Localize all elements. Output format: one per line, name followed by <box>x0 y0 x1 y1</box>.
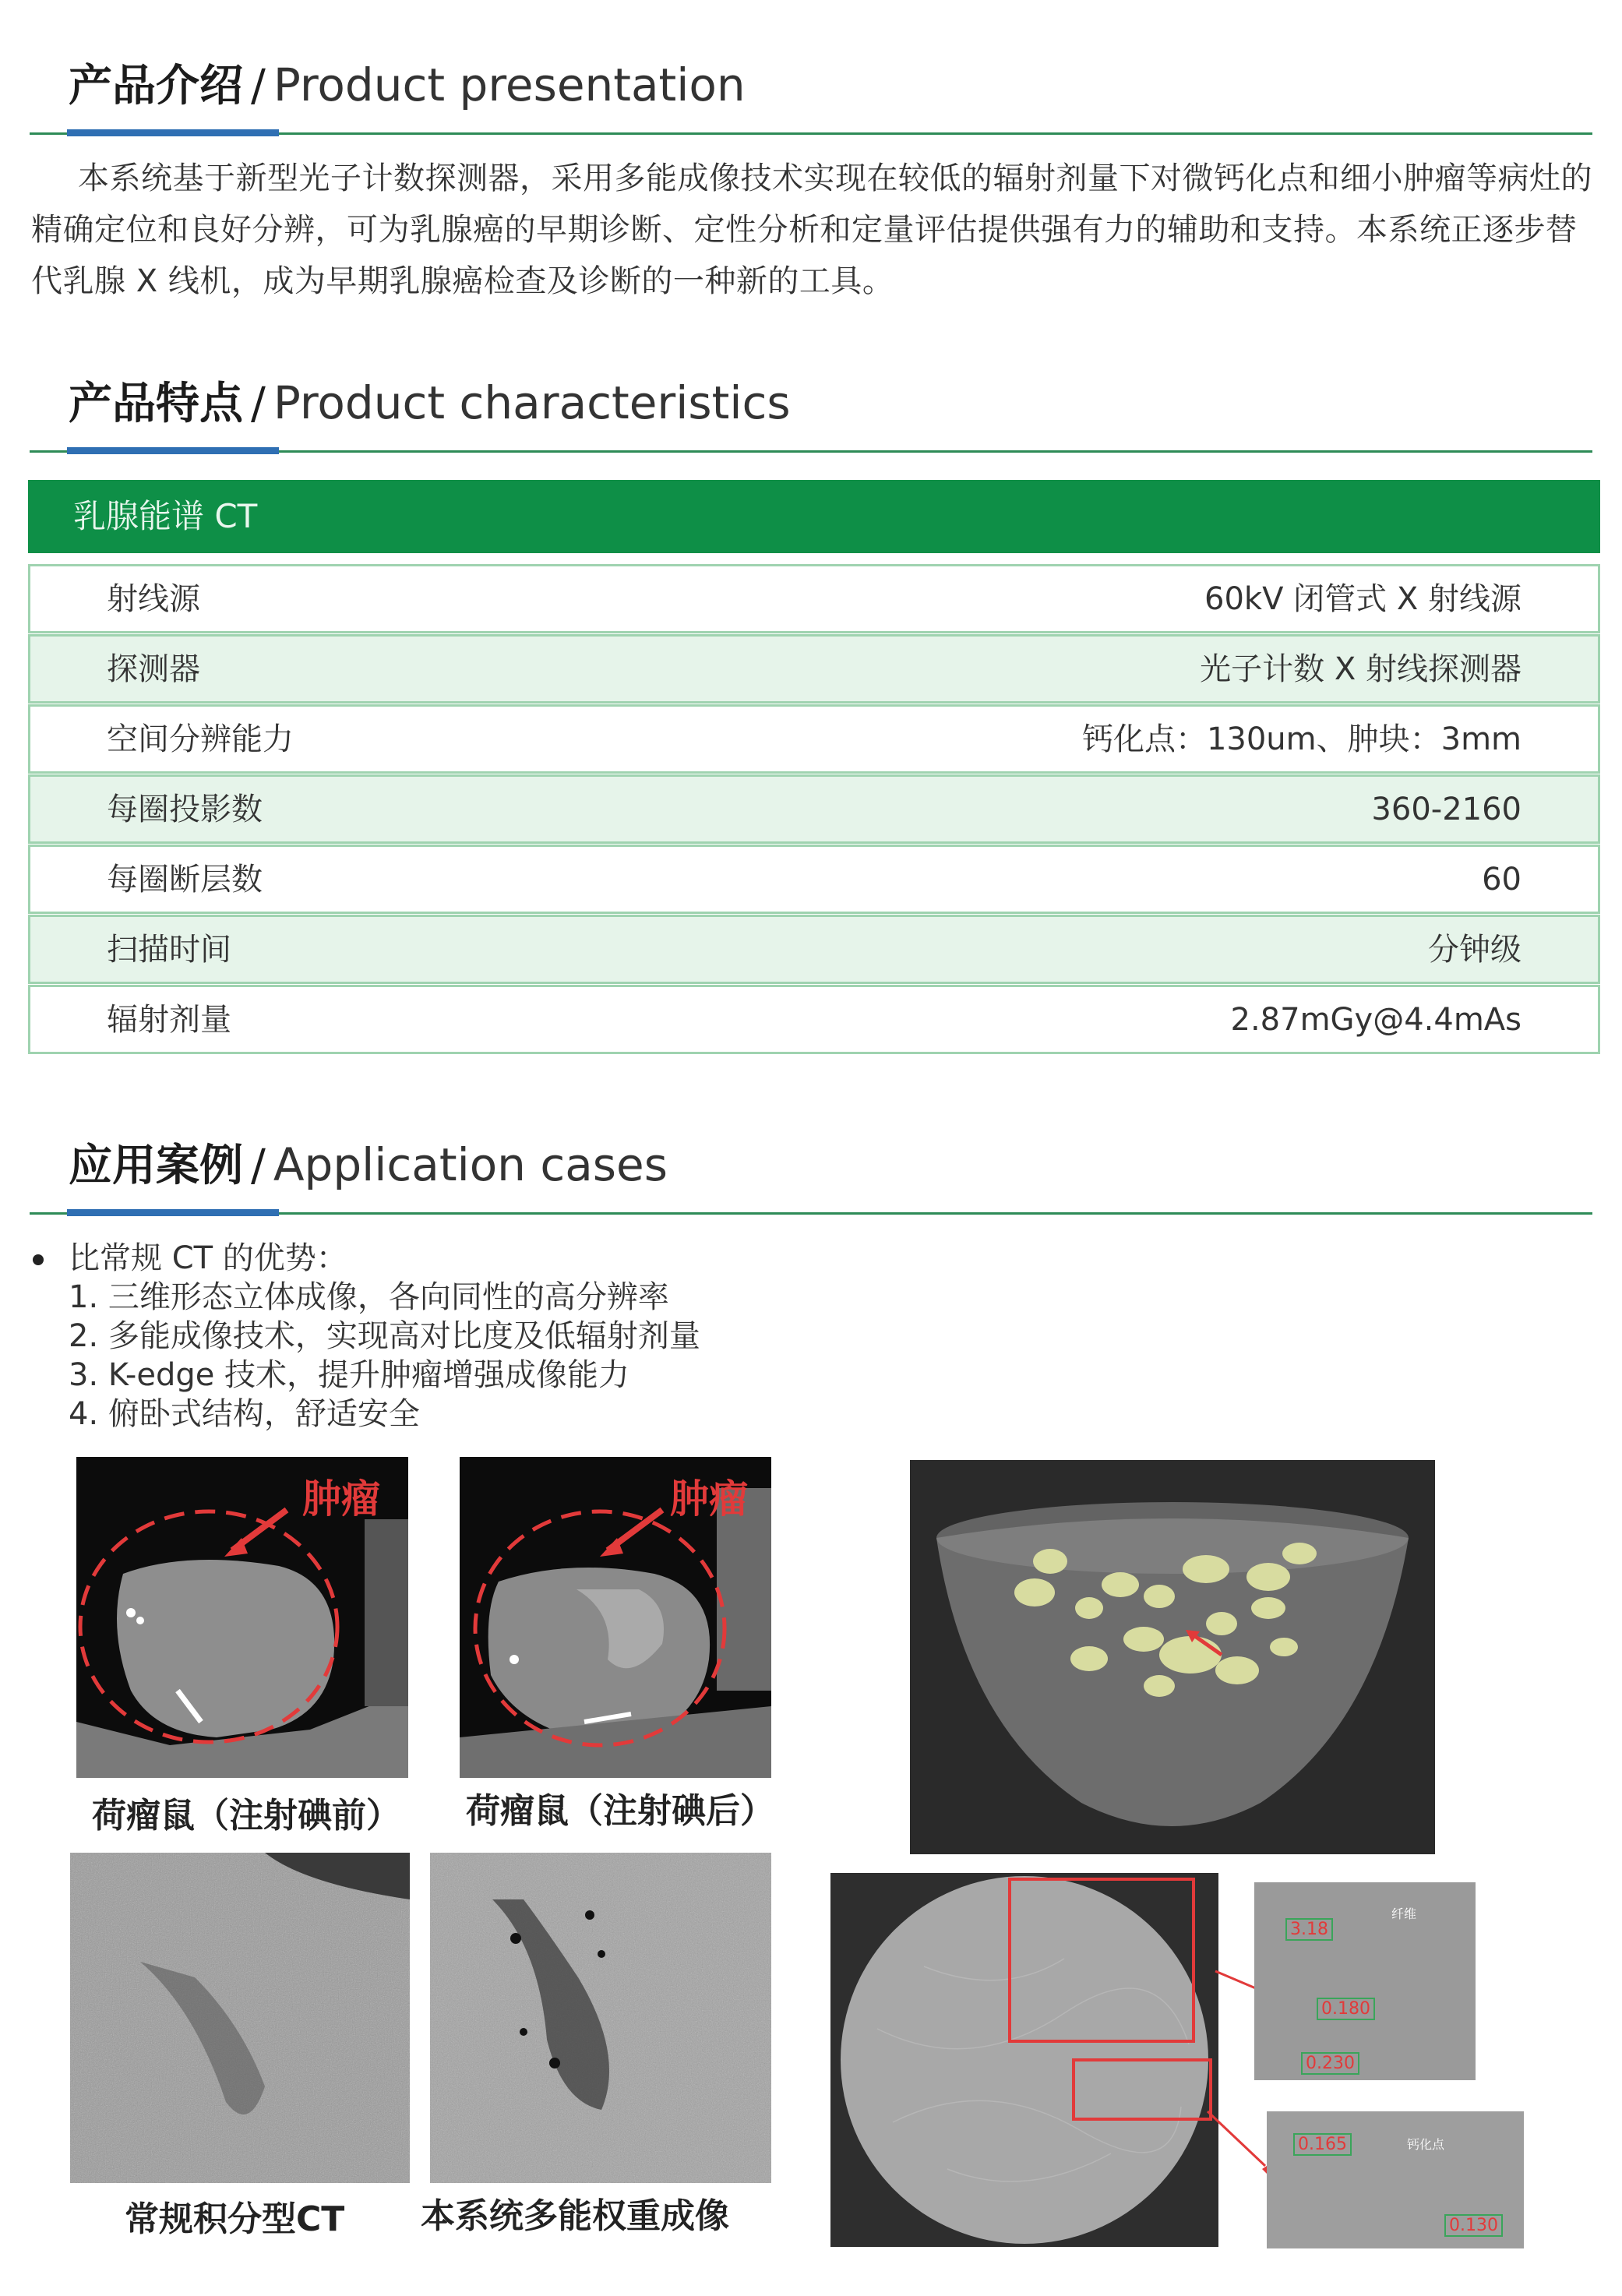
spec-row <box>28 915 1600 984</box>
section-title-cn: 应用案例 <box>69 1141 243 1191</box>
spec-value: 光子计数 X 射线探测器 <box>1200 651 1522 687</box>
divider-accent <box>67 1209 279 1216</box>
spec-key: 辐射剂量 <box>107 1002 231 1038</box>
tumor-label: 肿瘤 <box>670 1476 748 1522</box>
measurement-label: 0.230 <box>1301 2052 1359 2075</box>
spec-key: 每圈断层数 <box>107 862 263 898</box>
zoom-panel-calcification <box>1267 2111 1524 2248</box>
cross-section-render <box>830 1873 1218 2247</box>
zoom-panel-fiber <box>1254 1882 1476 2080</box>
advantage-item: 1. 三维形态立体成像，各向同性的高分辨率 <box>69 1279 669 1315</box>
section-header-intro <box>30 48 1592 142</box>
advantages-list <box>31 1239 700 1434</box>
ct-image-before-iodine <box>76 1457 408 1778</box>
spec-key: 探测器 <box>107 651 200 687</box>
breast-phantom-3d-image <box>910 1460 1435 1854</box>
zoom-tag: 钙化点 <box>1407 2137 1445 2152</box>
section-title-slash: / <box>251 1141 266 1191</box>
advantages-title: 比常规 CT 的优势： <box>69 1240 347 1276</box>
spec-row <box>28 985 1600 1054</box>
caption-before: 荷瘤鼠（注射碘前） <box>92 1796 400 1836</box>
divider-accent <box>67 447 279 454</box>
caption-system: 本系统多能权重成像 <box>421 2196 729 2236</box>
spec-row <box>28 704 1600 774</box>
spec-table <box>28 480 1600 1054</box>
tumor-label: 肿瘤 <box>302 1476 380 1522</box>
phantom-cross-section-image <box>830 1873 1218 2247</box>
zoom-tag: 纤维 <box>1391 1906 1417 1921</box>
intro-paragraph <box>31 153 1597 307</box>
spec-table-header: 乳腺能谱 CT <box>28 480 1600 553</box>
section-title-slash: / <box>251 61 266 111</box>
section-title-slash: / <box>251 379 266 429</box>
bullet-dot-icon <box>33 1254 44 1265</box>
spec-value: 分钟级 <box>1428 932 1522 968</box>
spec-value: 60kV 闭管式 X 射线源 <box>1204 581 1522 617</box>
intro-text: 本系统基于新型光子计数探测器，采用多能成像技术实现在较低的辐射剂量下对微钙化点和细小肿瘤等病灶的精确定位和良好分辨，可为乳腺癌的早期诊断、定性分析和定量评估提供强有力的辅助和支持。本系统正逐步替代乳腺 X 线机，成为早期乳腺癌检查及诊断的一种新的工具。 <box>31 160 1592 299</box>
spec-value: 360-2160 <box>1371 792 1522 827</box>
noise-texture <box>70 1853 410 2183</box>
spec-value: 钙化点：130um、肿块：3mm <box>1081 721 1522 757</box>
spec-value: 60 <box>1482 862 1522 898</box>
spec-key: 射线源 <box>107 581 200 617</box>
spec-row <box>28 774 1600 844</box>
noise-texture <box>430 1853 771 2183</box>
section-header-cases <box>30 1128 1592 1222</box>
advantage-item: 3. K-edge 技术，提升肿瘤增强成像能力 <box>69 1357 630 1393</box>
section-title-en: Product characteristics <box>273 376 791 429</box>
section-title-cn: 产品介绍 <box>69 61 243 111</box>
section-header-features <box>30 366 1592 460</box>
caption-conventional-ct: 常规积分型CT <box>125 2199 345 2239</box>
caption-after: 荷瘤鼠（注射碘后） <box>466 1791 774 1831</box>
measurement-label: 0.130 <box>1444 2214 1503 2237</box>
section-title-cn: 产品特点 <box>69 379 243 429</box>
spec-key: 空间分辨能力 <box>107 721 294 757</box>
ct-image-after-iodine <box>460 1457 771 1778</box>
measurement-label: 0.180 <box>1317 1998 1375 2020</box>
phantom-render <box>910 1460 1435 1854</box>
divider-accent <box>67 129 279 136</box>
advantage-item: 4. 俯卧式结构，舒适安全 <box>69 1396 420 1432</box>
section-title-en: Product presentation <box>273 58 746 111</box>
spec-key: 每圈投影数 <box>107 792 263 827</box>
multi-energy-image <box>430 1853 771 2183</box>
conventional-ct-image <box>70 1853 410 2183</box>
measurement-label: 3.18 <box>1285 1918 1333 1941</box>
spec-row <box>28 564 1600 633</box>
advantage-item: 2. 多能成像技术，实现高对比度及低辐射剂量 <box>69 1318 700 1354</box>
section-title-en: Application cases <box>273 1138 668 1191</box>
spec-row <box>28 634 1600 704</box>
spec-value: 2.87mGy@4.4mAs <box>1230 1002 1522 1038</box>
spec-key: 扫描时间 <box>107 932 231 968</box>
spec-row <box>28 845 1600 914</box>
measurement-label: 0.165 <box>1293 2133 1352 2156</box>
